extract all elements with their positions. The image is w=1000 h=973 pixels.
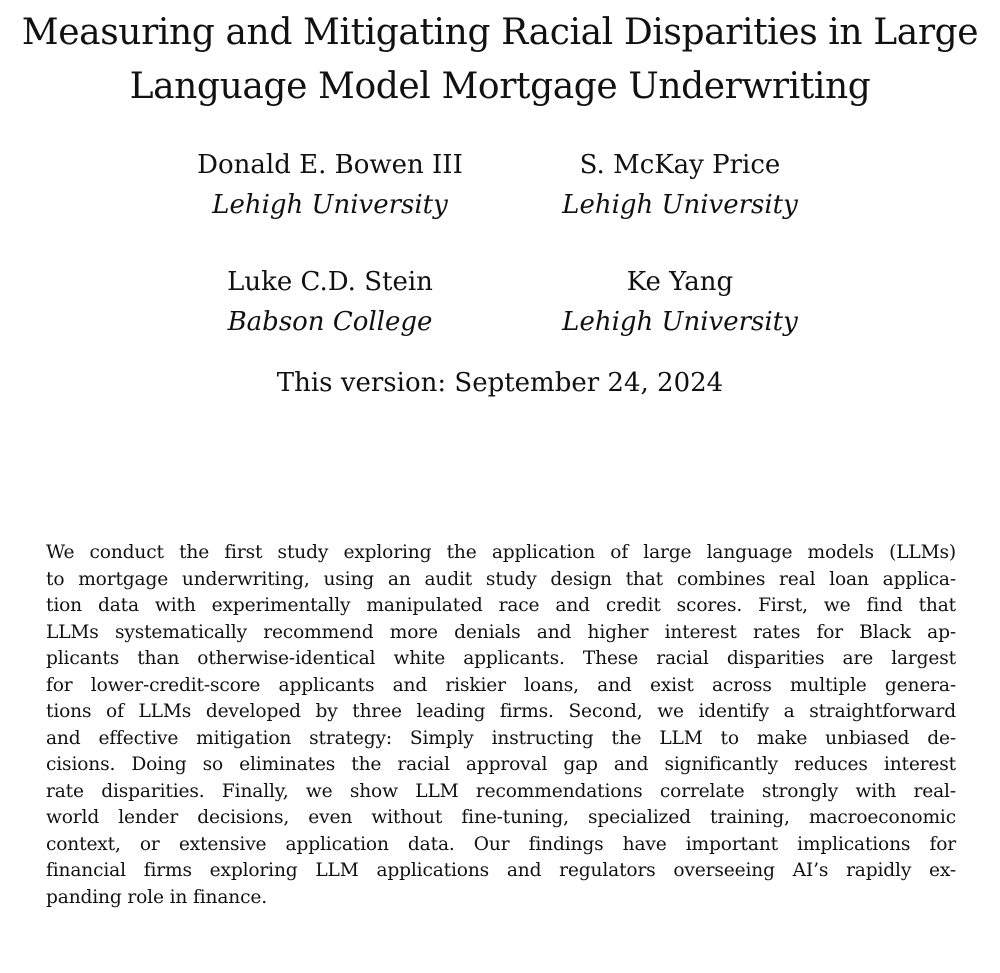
title-line: Measuring and Mitigating Racial Disparities in Large bbox=[21, 12, 979, 53]
version-date: This version: September 24, 2024 bbox=[276, 368, 724, 398]
author-affiliation: Lehigh University bbox=[212, 190, 448, 220]
author-block bbox=[530, 145, 830, 225]
abstract-line: rate disparities. Finally, we show LLM recommendations correlate strongly with real- bbox=[46, 780, 956, 802]
title-line: Language Model Mortgage Underwriting bbox=[129, 66, 871, 107]
abstract bbox=[46, 540, 956, 911]
author-affiliation: Lehigh University bbox=[562, 190, 798, 220]
abstract-line: LLMs systematically recommend more denials and higher interest rates for Black ap- bbox=[46, 621, 956, 643]
author-name: Ke Yang bbox=[626, 267, 734, 297]
author-block bbox=[180, 145, 480, 225]
abstract-line: for lower-credit-score applicants and riskier loans, and exist across multiple genera- bbox=[46, 674, 956, 696]
author-block bbox=[530, 262, 830, 342]
author-name: Luke C.D. Stein bbox=[227, 267, 433, 297]
author-block bbox=[180, 262, 480, 342]
author-affiliation: Lehigh University bbox=[562, 307, 798, 337]
author-affiliation: Babson College bbox=[227, 307, 433, 337]
abstract-line: context, or extensive application data. Our findings have important implications for bbox=[46, 833, 956, 855]
abstract-line: panding role in finance. bbox=[46, 886, 267, 908]
abstract-line: and effective mitigation strategy: Simply instructing the LLM to make unbiased de- bbox=[46, 727, 956, 749]
abstract-line: tion data with experimentally manipulated race and credit scores. First, we find that bbox=[46, 595, 956, 616]
author-name: Donald E. Bowen III bbox=[197, 150, 463, 180]
abstract-line: to mortgage underwriting, using an audit study design that combines real loan applica- bbox=[46, 568, 956, 590]
abstract-line: financial firms exploring LLM applications and regulators overseeing AI’s rapidly ex- bbox=[46, 860, 956, 881]
abstract-line: cisions. Doing so eliminates the racial approval gap and significantly reduces interest bbox=[46, 754, 956, 775]
abstract-line: world lender decisions, even without fine-tuning, specialized training, macroeconomic bbox=[46, 807, 956, 828]
abstract-line: tions of LLMs developed by three leading firms. Second, we identify a straightforward bbox=[46, 701, 956, 722]
author-name: S. McKay Price bbox=[579, 150, 781, 180]
abstract-line: plicants than otherwise-identical white applicants. These racial disparities are largest bbox=[46, 648, 956, 669]
paper-title bbox=[0, 6, 1000, 114]
abstract-line: We conduct the first study exploring the application of large language models (LLMs) bbox=[46, 542, 956, 563]
